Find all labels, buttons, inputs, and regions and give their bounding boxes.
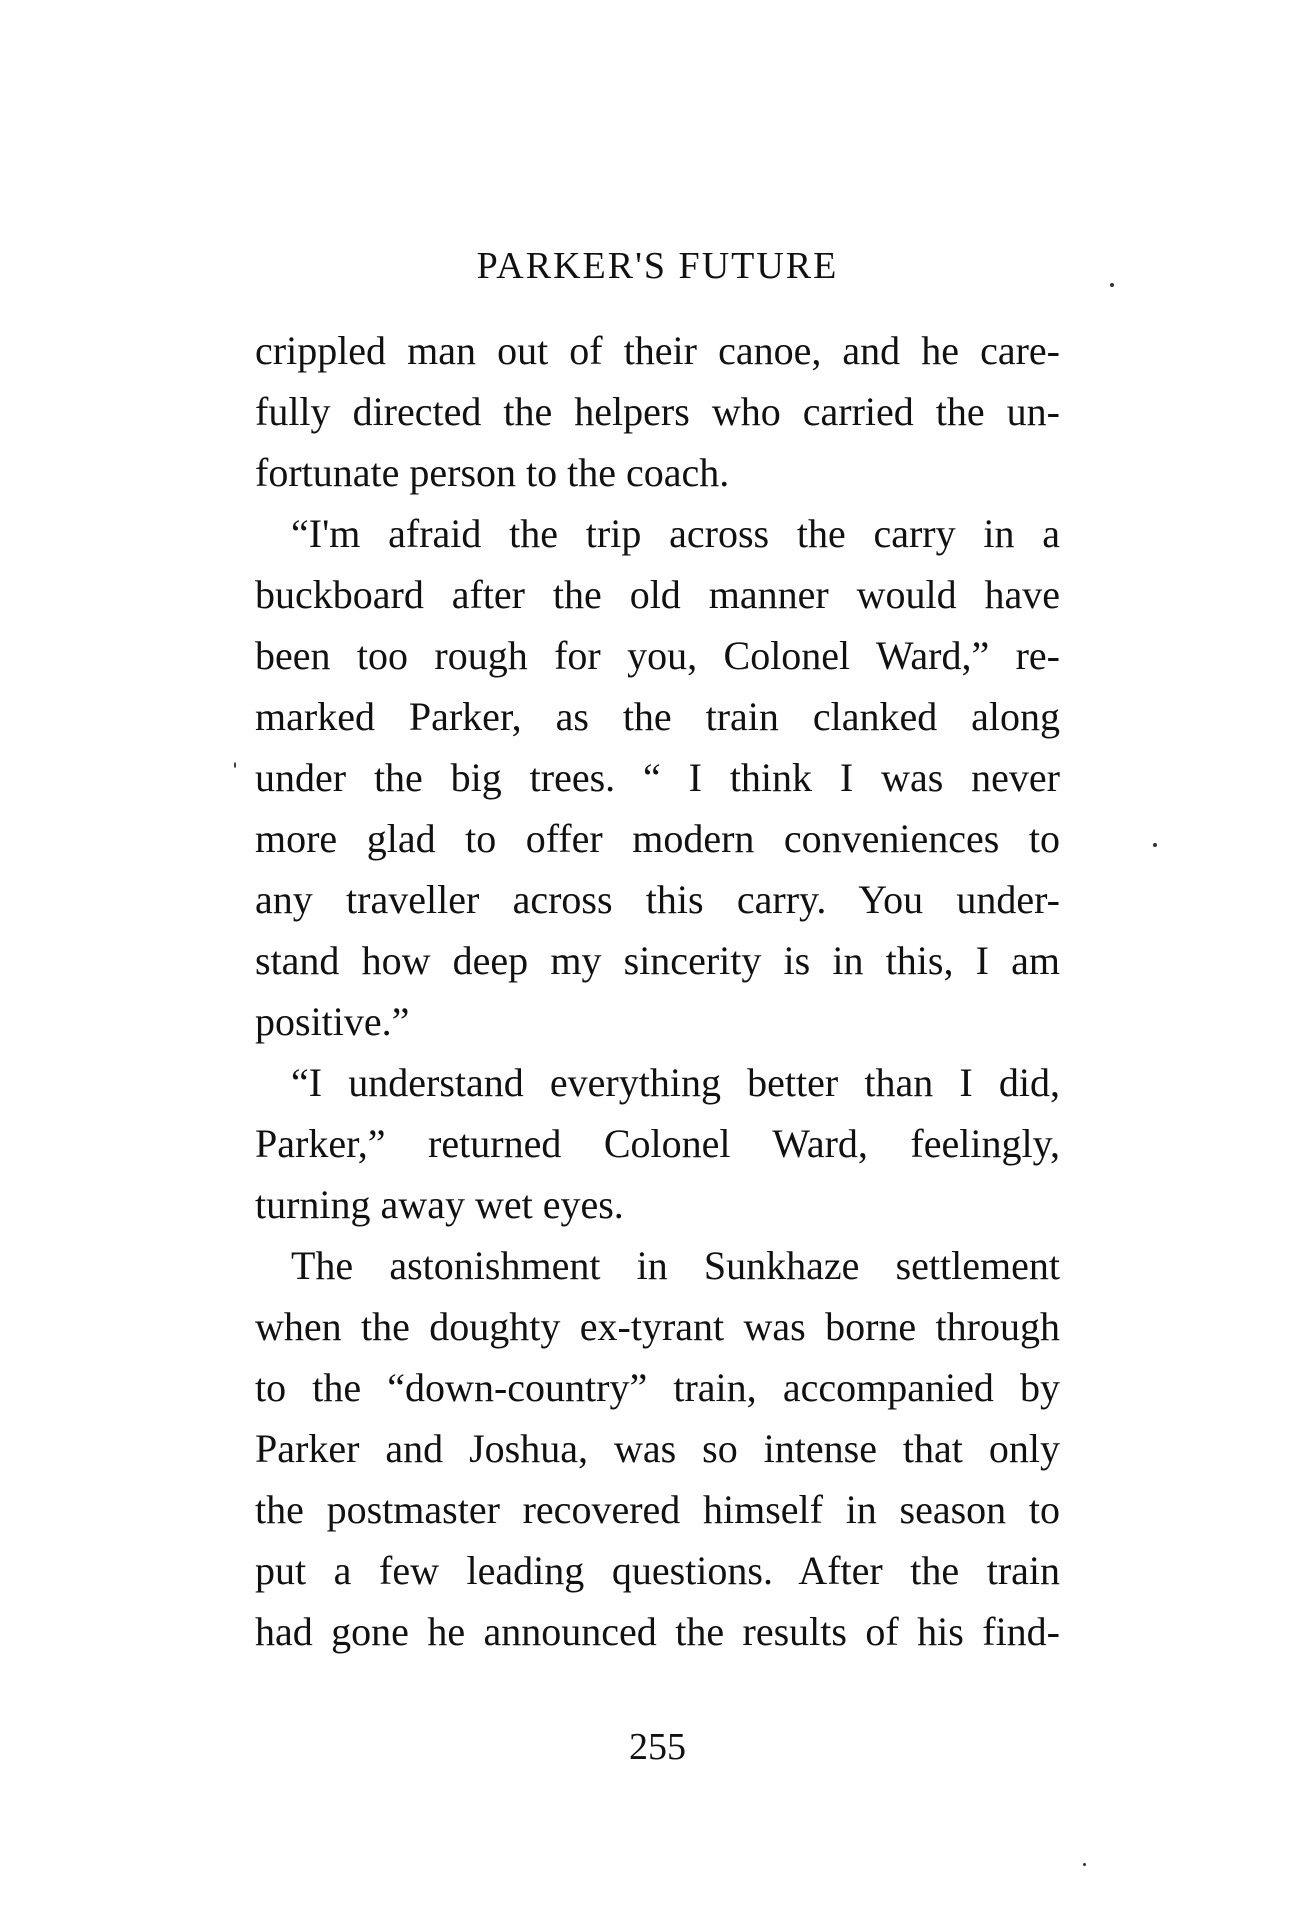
text-line: the postmaster recovered himself in season to — [255, 1487, 1060, 1532]
text-line: positive.” — [255, 999, 410, 1044]
text-line: put a few leading questions. After the train — [255, 1548, 1060, 1593]
scan-speck — [234, 762, 236, 768]
text-line: buckboard after the old manner would have — [255, 572, 1060, 617]
scan-speck — [1110, 283, 1114, 287]
text-line: had gone he announced the results of his find- — [255, 1609, 1060, 1654]
text-line: Parker and Joshua, was so intense that only — [255, 1426, 1060, 1471]
text-line: “I understand everything better than I did, — [291, 1060, 1060, 1105]
text-line: fortunate person to the coach. — [255, 450, 730, 495]
text-line: more glad to offer modern conveniences to — [255, 816, 1060, 861]
text-line: been too rough for you, Colonel Ward,” re- — [255, 633, 1060, 678]
text-line: to the “down-country” train, accompanied by — [255, 1365, 1060, 1410]
text-line: The astonishment in Sunkhaze settlement — [291, 1243, 1060, 1288]
running-title: PARKER'S FUTURE — [476, 245, 839, 287]
text-line: stand how deep my sincerity is in this, I am — [255, 938, 1060, 983]
page-number: 255 — [629, 1726, 686, 1768]
text-line: crippled man out of their canoe, and he care- — [255, 328, 1060, 373]
text-line: marked Parker, as the train clanked along — [255, 694, 1060, 739]
text-line: fully directed the helpers who carried the un- — [255, 389, 1060, 434]
scan-speck — [1083, 1863, 1086, 1866]
text-line: under the big trees. “ I think I was never — [255, 755, 1060, 800]
body-text — [255, 320, 1060, 1662]
text-line: any traveller across this carry. You under- — [255, 877, 1060, 922]
text-line: “I'm afraid the trip across the carry in a — [291, 511, 1060, 556]
text-line: Parker,” returned Colonel Ward, feelingly, — [255, 1121, 1060, 1166]
text-line: when the doughty ex-tyrant was borne through — [255, 1304, 1060, 1349]
scan-speck — [1153, 843, 1157, 847]
text-line: turning away wet eyes. — [255, 1182, 624, 1227]
